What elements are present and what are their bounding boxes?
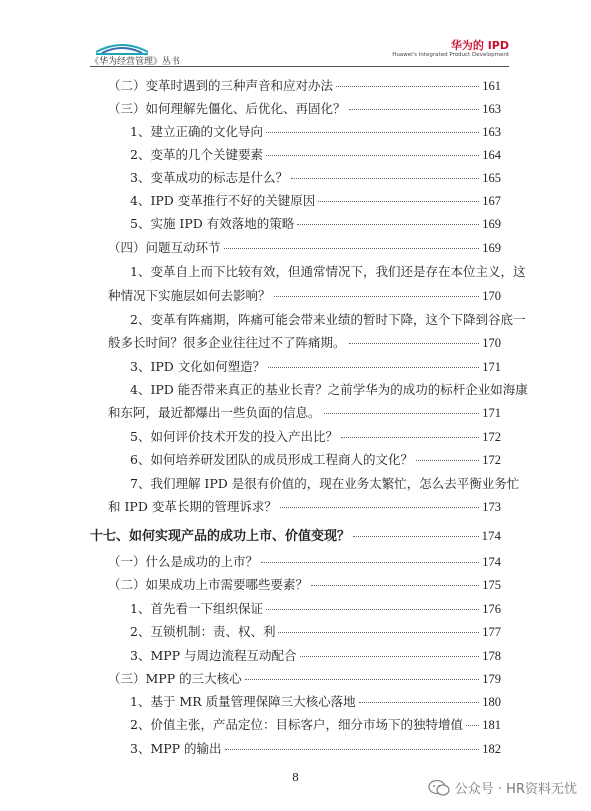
page-number: 8: [292, 771, 299, 784]
brand-title: 华为的 IPD: [450, 39, 509, 52]
toc-chapter-entry[interactable]: 十七、如何实现产品的成功上市、价值变现？ 174: [90, 528, 501, 544]
toc-entry[interactable]: （一）什么是成功的上市？ 174: [108, 554, 501, 569]
toc-entry[interactable]: 4、IPD 变革推行不好的关键原因 167: [130, 193, 501, 208]
toc-entry-first-line: 7、我们理解 IPD 是很有价值的，现在业务太繁忙，怎么去平衡业务忙: [130, 476, 520, 491]
toc-entry[interactable]: 2、价值主张，产品定位：目标客户，细分市场下的独特增值 181: [130, 717, 501, 732]
toc-entry[interactable]: 2、变革的几个关键要素 164: [130, 147, 501, 162]
toc-entry[interactable]: 种情况下实施层如何去影响？ 170: [108, 288, 501, 303]
toc-entry[interactable]: 和东阿，最近都爆出一些负面的信息。 171: [108, 405, 501, 420]
wechat-icon: [428, 779, 450, 797]
toc-entry[interactable]: 2、互锁机制：责、权、利 177: [130, 624, 501, 639]
header-rule: [90, 66, 509, 67]
toc-entry[interactable]: 般多长时间？很多企业往往过不了阵痛期。 170: [108, 335, 501, 350]
toc-entry-first-line: 1、变革自上而下比较有效，但通常情况下，我们还是存在本位主义，这: [130, 264, 526, 279]
page-header: [0, 0, 591, 67]
watermark: [428, 778, 577, 797]
toc-entry-first-line: 4、IPD 能否带来真正的基业长青？之前学华为的成功的标杆企业如海康: [130, 382, 528, 397]
toc-entry-first-line: 2、变革有阵痛期，阵痛可能会带来业绩的暂时下降，这个下降到谷底一: [130, 312, 526, 327]
toc-entry[interactable]: 和 IPD 变革长期的管理诉求？ 173: [108, 499, 501, 514]
toc-entry[interactable]: （四）问题互动环节 169: [108, 240, 501, 255]
toc-entry[interactable]: （三）MPP 的三大核心 179: [108, 671, 501, 686]
toc-entry[interactable]: （二）如果成功上市需要哪些要素？ 175: [108, 577, 501, 592]
toc-entry[interactable]: 5、实施 IPD 有效落地的策略 169: [130, 216, 501, 231]
toc-entry[interactable]: 6、如何培养研发团队的成员形成工程商人的文化？ 172: [130, 452, 501, 467]
book-series-title: 《华为经营管理》丛书: [90, 57, 181, 67]
toc-entry[interactable]: 1、基于 MR 质量管理保障三大核心落地 180: [130, 694, 501, 709]
book-brand: [392, 40, 509, 59]
toc-entry[interactable]: 3、IPD 文化如何塑造？ 171: [130, 359, 501, 374]
watermark-text: 公众号 · HR资料无忧: [454, 782, 577, 797]
toc-entry[interactable]: 3、MPP 的输出 182: [130, 741, 501, 756]
toc-entry[interactable]: 1、建立正确的文化导向 163: [130, 124, 501, 139]
toc-entry[interactable]: 5、如何评价技术开发的投入产出比？ 172: [130, 429, 501, 444]
toc-entry[interactable]: （二）变革时遇到的三种声音和应对办法 161: [108, 78, 501, 93]
brand-subtitle: Huawei's Integrated Product Development: [392, 52, 509, 58]
toc-entry[interactable]: （三）如何理解先僵化、后优化、再固化？ 163: [108, 101, 501, 116]
toc-entry[interactable]: 3、变革成功的标志是什么？ 165: [130, 170, 501, 185]
toc-entry[interactable]: 3、MPP 与周边流程互动配合 178: [130, 648, 501, 663]
toc-entry[interactable]: 1、首先看一下组织保证 176: [130, 601, 501, 616]
